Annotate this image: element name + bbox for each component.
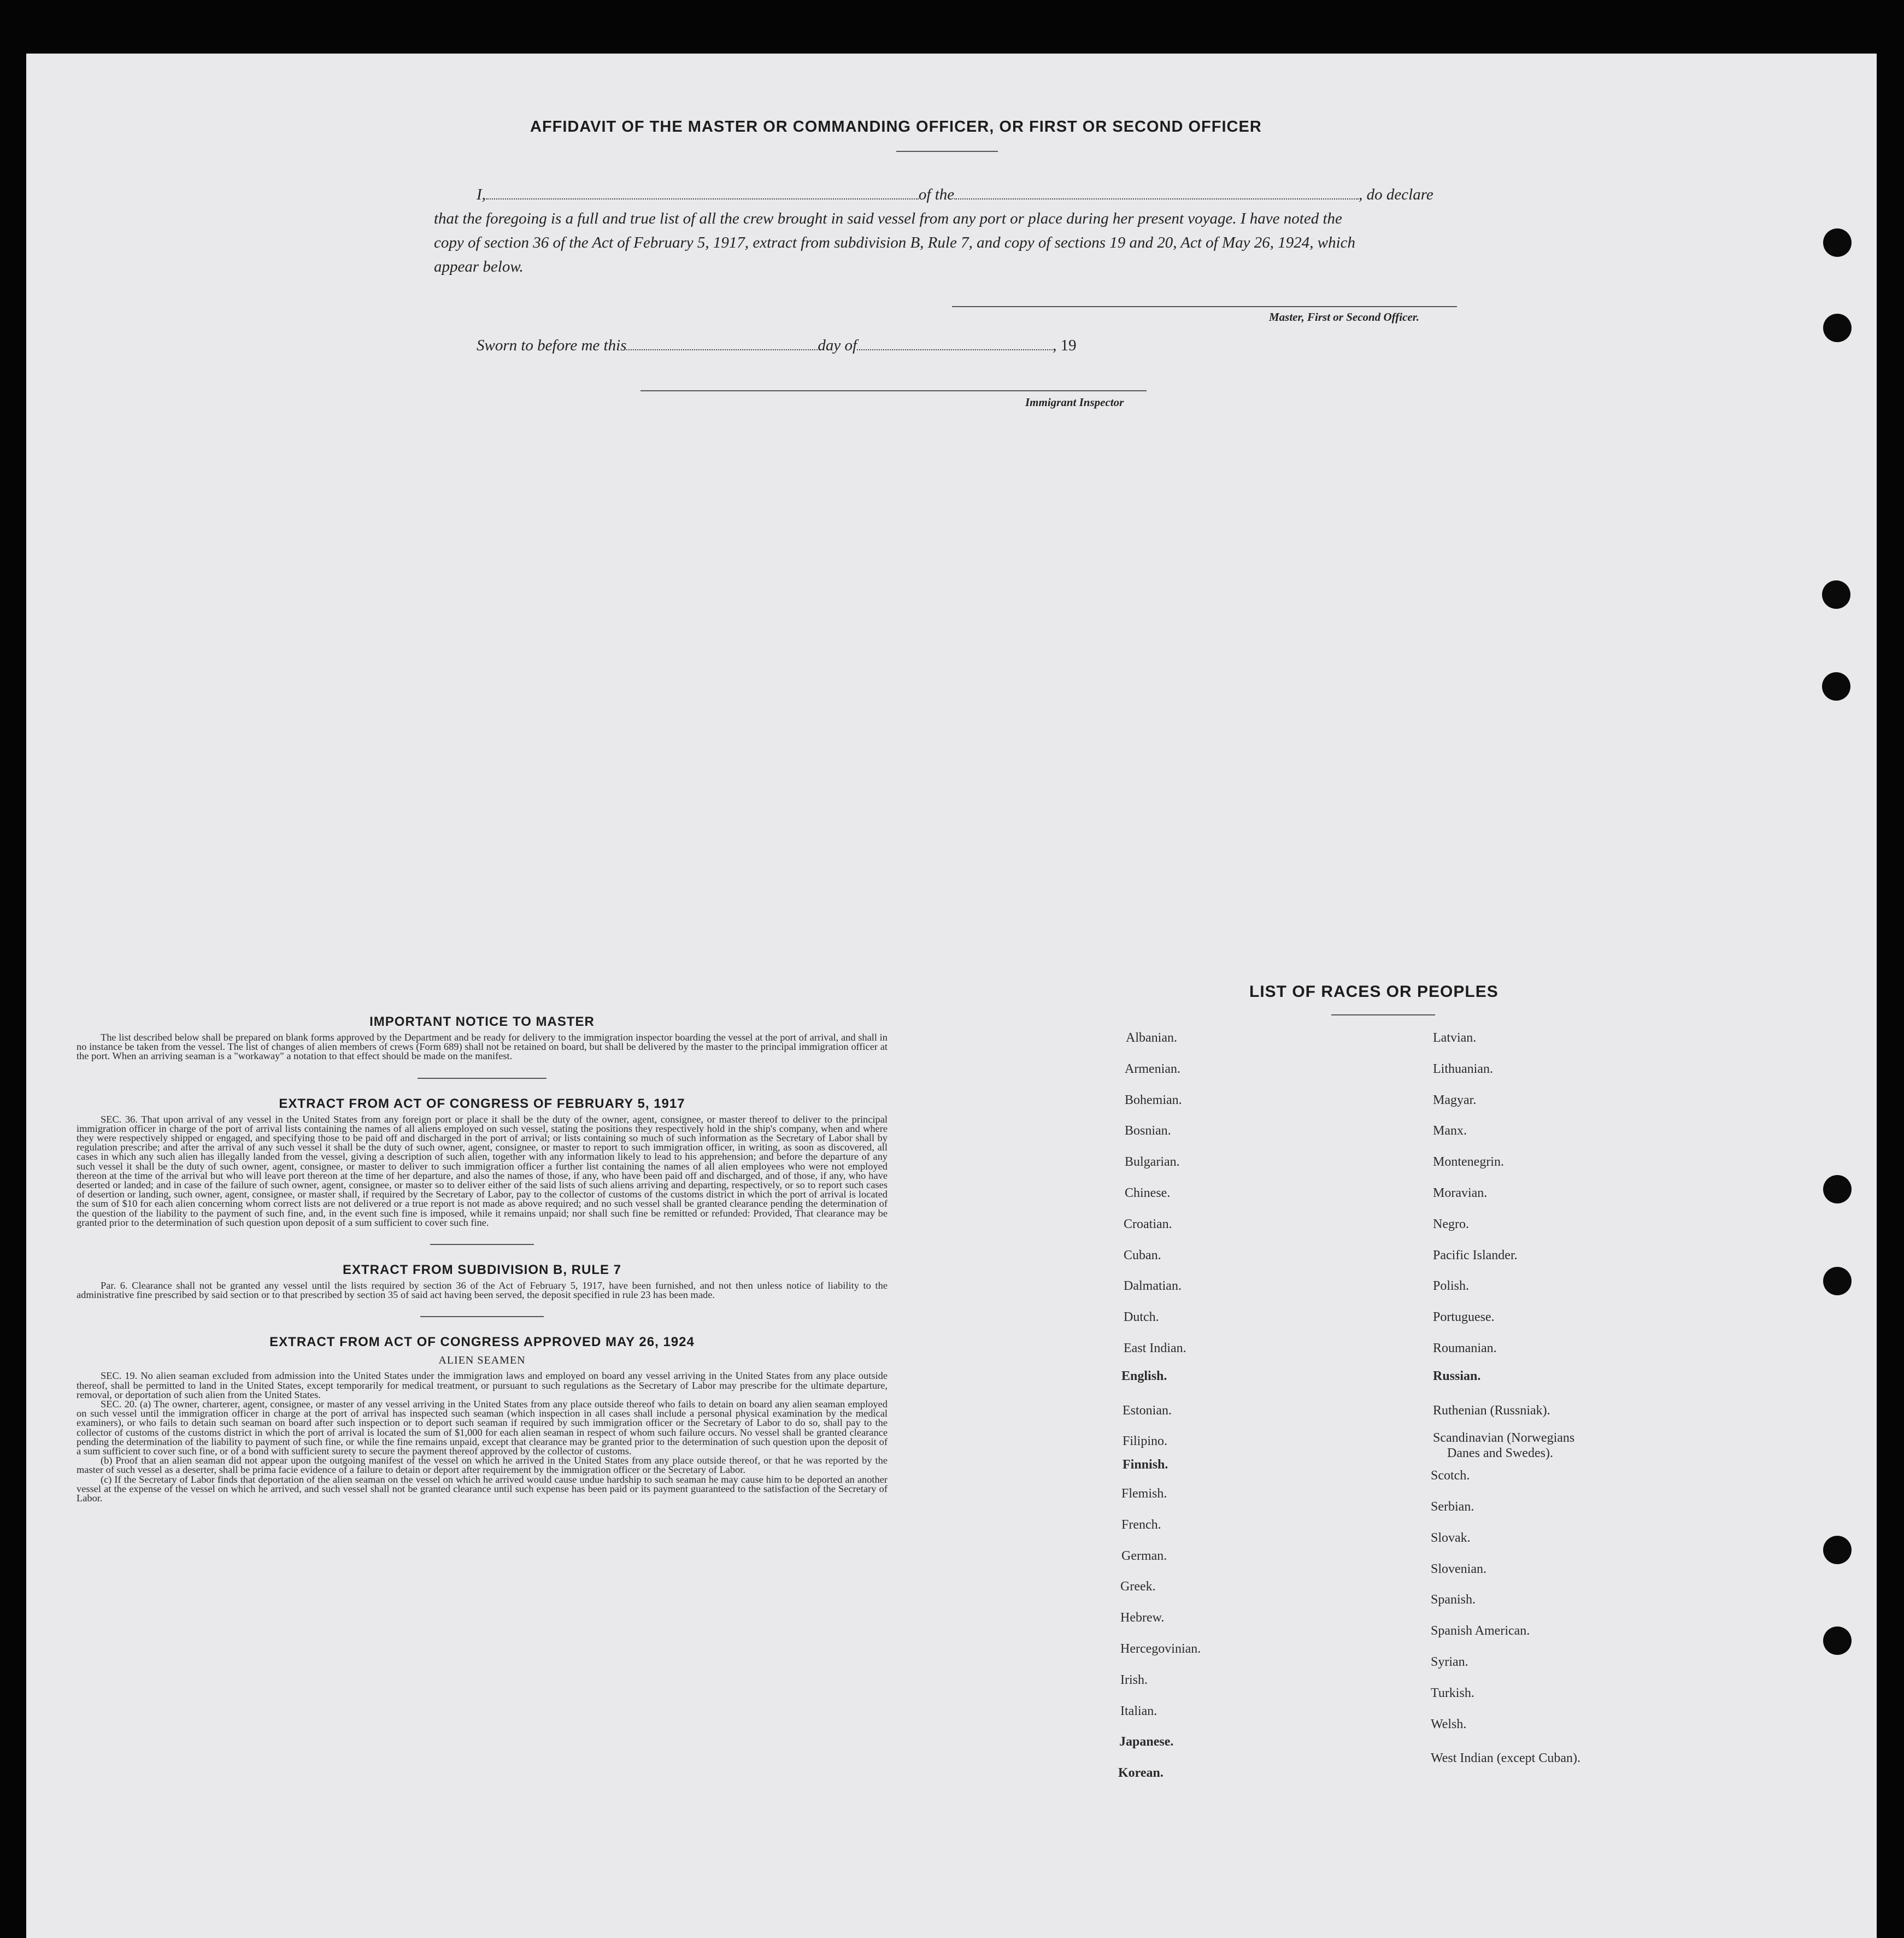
race-item: Bohemian. <box>1125 1093 1182 1107</box>
race-item: Italian. <box>1120 1704 1157 1718</box>
rule7-text <box>77 1281 888 1300</box>
race-item: Russian. <box>1433 1369 1481 1383</box>
race-item: Greek. <box>1120 1579 1156 1594</box>
races-title: LIST OF RACES OR PEOPLES <box>1249 983 1498 1001</box>
race-item: Scandinavian (Norwegians <box>1433 1431 1575 1446</box>
race-item: Portuguese. <box>1433 1310 1495 1325</box>
race-item: Spanish American. <box>1431 1624 1530 1639</box>
race-item: Polish. <box>1433 1279 1470 1294</box>
master-signature-label: Master, First or Second Officer. <box>1269 310 1419 324</box>
race-item: Negro. <box>1433 1217 1469 1231</box>
race-item: Estonian. <box>1123 1403 1172 1418</box>
notice-title: IMPORTANT NOTICE TO MASTER <box>369 1014 595 1029</box>
race-item: Slovak. <box>1431 1530 1471 1545</box>
sworn-line <box>477 333 1077 357</box>
race-item: Japanese. <box>1119 1735 1174 1749</box>
race-item: Welsh. <box>1431 1717 1467 1731</box>
section-36-paragraph: SEC. 36. That upon arrival of any vessel in the United States from any foreign port or place it shall be the duty of the owner, agent, consignee, or master thereof to deliver to the principal immigration officer in charge of the port of arrival lists containing the names of all aliens employed on such vessel, stating the positions they respectively hold in the ship's company, when and where they were respectively shipped or engaged, and specifying those to be paid off and discharged in the port of arrival; or lists containing so much of such information as the Secretary of Labor shall by regulation prescribe; and after the arrival of any such vessel it shall be the duty of such owner, agent, consignee, or master to report to such immigration officer, in writing, as soon as discovered, all cases in which any such alien has illegally landed from the vessel, giving a description of such alien, together with any information likely to lead to his apprehension; and before the departure of any such vessel it shall be the duty of such owner, agent, consignee, or master to deliver to such immigration officer a further list containing the names of all alien employees who were not employed thereon at the time of the arrival but who will leave port thereon at the time of her departure, and also the names of those, if any, who have been paid off and discharged, and of those, if any, who have deserted or landed; and in case of the failure of such owner, agent, consignee, or master so to deliver either of the said lists of such aliens arriving and departing, respectively, or so to report such cases of desertion or landing, such owner, agent, consignee, or master shall, if required by the Secretary of Labor, pay to the collector of customs of the customs district in which the port of arrival is located the sum of $10 for each alien concerning whom correct lists are not delivered or a true report is not made as above required; and no such vessel shall be granted clearance pending the determination of the question of the liability to the payment of such fine, and, in the event such fine is imposed, while it remains unpaid; nor shall such fine be remitted or refunded: Provided, That clearance may be granted prior to the determination of such question upon deposit of a sum sufficient to cover such fine. <box>77 1113 888 1228</box>
inspector-signature-label: Immigrant Inspector <box>1025 396 1124 409</box>
race-item: Bulgarian. <box>1125 1155 1180 1170</box>
race-item: Armenian. <box>1125 1061 1180 1076</box>
divider <box>418 1078 546 1079</box>
race-item: Croatian. <box>1124 1217 1172 1231</box>
legal-column <box>77 1013 888 1503</box>
race-item: Latvian. <box>1433 1031 1477 1045</box>
race-item: Pacific Islander. <box>1433 1248 1518 1262</box>
punch-hole <box>1822 672 1850 701</box>
race-item: Flemish. <box>1121 1487 1167 1501</box>
divider <box>420 1316 544 1317</box>
race-item: Cuban. <box>1124 1248 1161 1262</box>
extract-1917-text <box>77 1115 888 1228</box>
punch-hole <box>1823 1626 1852 1655</box>
extract-1917-title: EXTRACT FROM ACT OF CONGRESS OF FEBRUARY 5, 1917 <box>279 1096 685 1111</box>
affidavit-line-2: that the foregoing is a full and true list of all the crew brought in said vessel from any port or place during her present voyage. I have noted the <box>434 210 1342 227</box>
race-item: Hebrew. <box>1120 1611 1165 1625</box>
year-text: , 19 <box>1053 337 1077 354</box>
race-item: Ruthenian (Russniak). <box>1433 1403 1550 1418</box>
punch-hole <box>1823 1175 1852 1203</box>
divider <box>896 151 998 152</box>
affidavit-text <box>434 183 1461 279</box>
punch-hole <box>1823 1536 1852 1564</box>
day-blank[interactable] <box>626 349 818 350</box>
extract-1924-text <box>77 1371 888 1503</box>
par-6-paragraph: Par. 6. Clearance shall not be granted any vessel until the lists required by section 36 of the Act of February 5, 1917, have been furnished, and not then unless notice of liability to the administrative fine prescribed by said section or to that prescribed by section 35 of said act having been served, the deposit specified in rule 23 has been made. <box>77 1280 888 1301</box>
name-blank[interactable] <box>486 198 919 199</box>
affidavit-do-declare: , do declare <box>1359 186 1433 203</box>
race-item: West Indian (except Cuban). <box>1431 1751 1580 1766</box>
race-item: Hercegovinian. <box>1120 1642 1201 1656</box>
race-item: Slovenian. <box>1431 1561 1486 1576</box>
punch-hole <box>1823 1267 1852 1295</box>
extract-1924-title: EXTRACT FROM ACT OF CONGRESS APPROVED MAY 26, 1924 <box>269 1335 695 1350</box>
race-item: Magyar. <box>1433 1093 1477 1107</box>
sworn-text: Sworn to before me this <box>477 337 627 354</box>
race-item: Bosnian. <box>1125 1124 1171 1138</box>
punch-hole <box>1823 228 1852 257</box>
inspector-signature-line[interactable] <box>640 390 1147 391</box>
race-item: Scotch. <box>1431 1469 1470 1483</box>
race-item: Serbian. <box>1431 1500 1474 1514</box>
race-item: East Indian. <box>1124 1341 1186 1355</box>
punch-hole <box>1823 314 1852 342</box>
race-item: Montenegrin. <box>1433 1155 1504 1170</box>
race-item: Lithuanian. <box>1433 1061 1493 1076</box>
affidavit-line-1 <box>434 183 1461 207</box>
race-item: Dalmatian. <box>1124 1279 1182 1294</box>
section-19-paragraph: SEC. 19. No alien seaman excluded from admission into the United States under the immigration laws and employed on board any vessel arriving in the United States from any place outside thereof, shall be permitted to land in the United States, except temporarily for medical treatment, or pursuant to such regulations as the Secretary of Labor may prescribe for the ultimate departure, removal, or deportation of such alien from the United States. <box>77 1370 888 1400</box>
section-20a-paragraph: SEC. 20. (a) The owner, charterer, agent, consignee, or master of any vessel arriving in the United States from any place outside thereof who fails to detain on board any alien seaman employed on such vessel until the immigration officer in charge at the port of arrival has inspected such seaman (which inspection in all cases shall include a personal physical examination by the medical examiners), or who fails to detain such seaman on board after such inspection or to deport such seaman if required by such immigration officer or the Secretary of Labor to do so, shall pay to the collector of customs of the customs district in which the port of arrival is located the sum of $1,000 for each alien seaman in respect of whom such failure occurs. No vessel shall be granted clearance pending the determination of the liability to payment of such fine, or while the fine remains unpaid, except that clearance may be granted prior to the determination of such question upon the deposit of a sum sufficient to cover such fine, or of a bond with sufficient surety to secure the payment thereof approved by the collector of customs. <box>77 1399 888 1457</box>
affidavit-line-3: copy of section 36 of the Act of February 5, 1917, extract from subdivision B, Rule 7, and copy of sections 19 and 20, Act of May 26, 1924, which <box>434 234 1356 251</box>
race-item: Filipino. <box>1123 1434 1168 1449</box>
affidavit-of-the: of the <box>918 186 955 203</box>
race-item: Syrian. <box>1431 1655 1468 1669</box>
race-item: Manx. <box>1433 1124 1467 1138</box>
race-item: Irish. <box>1120 1672 1148 1687</box>
race-item: Moravian. <box>1433 1186 1488 1200</box>
race-item: English. <box>1121 1369 1167 1383</box>
rule7-title: EXTRACT FROM SUBDIVISION B, RULE 7 <box>342 1262 622 1278</box>
vessel-blank[interactable] <box>954 198 1359 199</box>
race-item: Korean. <box>1118 1766 1163 1781</box>
day-of-text: day of <box>818 337 857 354</box>
divider <box>1331 1014 1435 1015</box>
section-20c-paragraph: (c) If the Secretary of Labor finds that deportation of the alien seaman on the vessel on which he arrived would cause undue hardship to such seaman he may cause him to be deported an another vessel at the expense of the vessel on which he arrived, and such vessel shall not be granted clearance until such expense has been paid or its payment guaranteed to the satisfaction of the Secretary of Labor. <box>77 1473 888 1504</box>
race-item: Roumanian. <box>1433 1341 1497 1355</box>
affidavit-title: AFFIDAVIT OF THE MASTER OR COMMANDING OFFICER, OR FIRST OR SECOND OFFICER <box>530 118 1262 136</box>
race-item: Turkish. <box>1431 1686 1474 1700</box>
alien-seamen-subtitle: ALIEN SEAMEN <box>438 1354 526 1367</box>
race-item: Finnish. <box>1123 1458 1168 1472</box>
divider <box>430 1244 534 1245</box>
month-blank[interactable] <box>857 349 1053 350</box>
affidavit-i: I, <box>477 186 486 203</box>
notice-text <box>77 1033 888 1061</box>
race-item: Spanish. <box>1431 1593 1476 1607</box>
notice-paragraph: The list described below shall be prepared on blank forms approved by the Department and be ready for delivery to the immigration inspector boarding the vessel at the port of arrival, and shall in no instance be taken from the vessel. The list of changes of alien members of crews (Form 689) shall not be retained on board, but shall be delivered by the master to the principal immigration officer at the port. When an arriving seaman is a "workaway" a notation to that effect should be made on the manifest. <box>77 1032 888 1062</box>
race-item: Dutch. <box>1124 1310 1159 1325</box>
master-signature-line[interactable] <box>952 306 1457 307</box>
race-item: Danes and Swedes). <box>1447 1446 1553 1461</box>
section-20b-paragraph: (b) Proof that an alien seaman did not appear upon the outgoing manifest of the vessel on which he arrived in the United States from any place outside thereof, or that he was reported by the master of such vessel as a deserter, shall be prima facie evidence of a failure to detain or deport after requirement by the immigration officer or the Secretary of Labor. <box>77 1455 888 1476</box>
punch-hole <box>1822 580 1850 609</box>
affidavit-line-4: appear below. <box>434 258 524 275</box>
race-item: French. <box>1121 1517 1161 1532</box>
race-item: German. <box>1121 1548 1167 1563</box>
race-item: Albanian. <box>1126 1031 1177 1045</box>
race-item: Chinese. <box>1125 1186 1171 1200</box>
